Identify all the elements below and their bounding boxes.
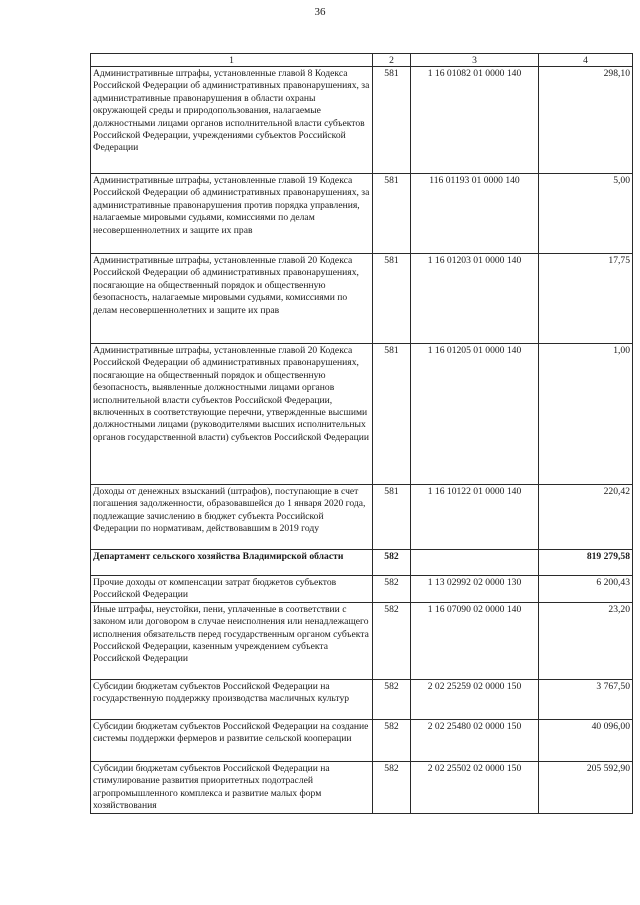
row-kbk: 116 01193 01 0000 140 <box>411 174 539 254</box>
row-code: 582 <box>373 576 411 603</box>
page-number: 36 <box>314 6 326 18</box>
row-code: 582 <box>373 719 411 761</box>
row-kbk: 2 02 25502 02 0000 150 <box>411 761 539 813</box>
table-row-department <box>91 550 633 576</box>
row-kbk: 1 13 02992 02 0000 130 <box>411 576 539 603</box>
row-name: Субсидии бюджетам субъектов Российской Федерации на государственную поддержку производства масличных культур <box>91 679 373 719</box>
row-kbk: 2 02 25480 02 0000 150 <box>411 719 539 761</box>
row-name: Доходы от денежных взысканий (штрафов), поступающие в счет погашения задолженности, образовавшейся до 1 января 2020 года, подлежащие зачислению в бюджет субъекта Российской Федерации по нормативам, действовавшим в 2019 году <box>91 485 373 550</box>
row-code: 581 <box>373 174 411 254</box>
column-header-name: 1 <box>91 54 373 67</box>
row-kbk: 2 02 25259 02 0000 150 <box>411 679 539 719</box>
row-code: 582 <box>373 602 411 679</box>
table-row <box>91 719 633 761</box>
row-code: 581 <box>373 344 411 485</box>
row-amount: 6 200,43 <box>539 576 633 603</box>
row-kbk: 1 16 07090 02 0000 140 <box>411 602 539 679</box>
revenue-table <box>90 53 633 814</box>
table-row <box>91 67 633 174</box>
table-row <box>91 344 633 485</box>
row-kbk: 1 16 10122 01 0000 140 <box>411 485 539 550</box>
column-header-code: 2 <box>373 54 411 67</box>
department-code: 582 <box>373 550 411 576</box>
row-code: 582 <box>373 679 411 719</box>
row-amount: 298,10 <box>539 67 633 174</box>
table-row <box>91 679 633 719</box>
row-name: Административные штрафы, установленные главой 19 Кодекса Российской Федерации об административных правонарушениях, за административные правонарушения против порядка управления, налагаемые мировыми судьями, комиссиями по делам несовершеннолетних и защите их прав <box>91 174 373 254</box>
department-amount: 819 279,58 <box>539 550 633 576</box>
table-row <box>91 174 633 254</box>
row-kbk: 1 16 01205 01 0000 140 <box>411 344 539 485</box>
row-amount: 220,42 <box>539 485 633 550</box>
row-name: Иные штрафы, неустойки, пени, уплаченные в соответствии с законом или договором в случае неисполнения или ненадлежащего исполнения обязательств перед государственным органом субъекта Российской Федерации, казенным учреждением субъекта Российской Федерации <box>91 602 373 679</box>
row-name: Административные штрафы, установленные главой 20 Кодекса Российской Федерации об административных правонарушениях, посягающие на общественный порядок и общественную безопасность, налагаемые мировыми судьями, комиссиями по делам несовершеннолетних и защите их прав <box>91 254 373 344</box>
row-amount: 23,20 <box>539 602 633 679</box>
row-amount: 3 767,50 <box>539 679 633 719</box>
row-name: Административные штрафы, установленные главой 8 Кодекса Российской Федерации об административных правонарушениях, за административные правонарушения в области охраны окружающей среды и природопользования, налагаемые должностными лицами органов исполнительной власти субъектов Российской Федерации, учреждениями субъектов Российской Федерации <box>91 67 373 174</box>
row-code: 581 <box>373 485 411 550</box>
row-code: 581 <box>373 67 411 174</box>
row-amount: 205 592,90 <box>539 761 633 813</box>
row-amount: 5,00 <box>539 174 633 254</box>
column-header-kbk: 3 <box>411 54 539 67</box>
row-amount: 17,75 <box>539 254 633 344</box>
table-header-row <box>91 54 633 67</box>
department-kbk <box>411 550 539 576</box>
row-kbk: 1 16 01203 01 0000 140 <box>411 254 539 344</box>
row-amount: 1,00 <box>539 344 633 485</box>
row-name: Прочие доходы от компенсации затрат бюджетов субъектов Российской Федерации <box>91 576 373 603</box>
row-kbk: 1 16 01082 01 0000 140 <box>411 67 539 174</box>
row-name: Субсидии бюджетам субъектов Российской Федерации на стимулирование развития приоритетных подотраслей агропромышленного комплекса и развитие малых форм хозяйствования <box>91 761 373 813</box>
table-row <box>91 485 633 550</box>
column-header-amount: 4 <box>539 54 633 67</box>
table-row <box>91 254 633 344</box>
row-name: Административные штрафы, установленные главой 20 Кодекса Российской Федерации об административных правонарушениях, посягающие на общественный порядок и общественную безопасность, выявленные должностными лицами органов исполнительной власти субъектов Российской Федерации, включенных в соответствующие перечни, утвержденные высшими должностными лицами (руководителями высших исполнительных органов государственной власти) субъектов Российской Федерации <box>91 344 373 485</box>
row-amount: 40 096,00 <box>539 719 633 761</box>
table-row <box>91 761 633 813</box>
table-row <box>91 576 633 603</box>
row-code: 582 <box>373 761 411 813</box>
row-name: Субсидии бюджетам субъектов Российской Федерации на создание системы поддержки фермеров и развитие сельской кооперации <box>91 719 373 761</box>
table-row <box>91 602 633 679</box>
row-code: 581 <box>373 254 411 344</box>
department-name: Департамент сельского хозяйства Владимирской области <box>91 550 373 576</box>
